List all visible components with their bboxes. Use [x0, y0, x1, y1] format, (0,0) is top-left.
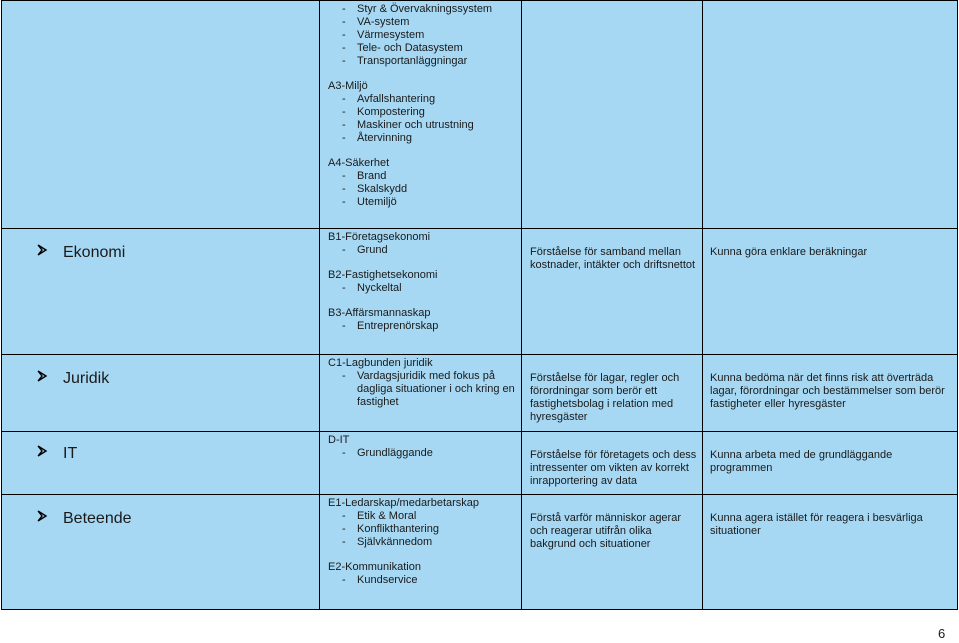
list-item [328, 132, 521, 145]
modules-cell [320, 1, 522, 229]
understanding-cell [522, 355, 703, 432]
ability-text: Kunna göra enklare beräkningar [710, 246, 868, 258]
module-heading: E2-Kommunikation [328, 561, 421, 573]
list-item [328, 523, 521, 536]
understanding-text: Förstå varför människor agerar och reagerar utifrån olika bakgrund och situationer [530, 512, 681, 550]
understanding-text: Förståelse för lagar, regler och förordningar som berör ett fastighetsbolag i relation med hyresgäster [530, 372, 680, 423]
chevron-arrow-icon [35, 243, 49, 262]
list-item-text: Nyckeltal [357, 282, 402, 294]
ability-text: Kunna bedöma när det finns risk att överträda lagar, förordningar och bestämmelser som berör fastigheter eller hyresgäster [710, 372, 945, 410]
dash-bullet: - [342, 119, 346, 131]
topic [2, 229, 319, 262]
list-item [328, 370, 521, 409]
dash-bullet: - [342, 574, 346, 586]
list-item [328, 282, 521, 295]
topic-cell [2, 229, 320, 355]
module-heading: A3-Miljö [328, 80, 368, 92]
module-heading: E1-Ledarskap/medarbetarskap [328, 497, 480, 509]
chevron-arrow-icon [35, 369, 49, 388]
list-item-text: Avfallshantering [357, 93, 436, 105]
module-block [328, 3, 521, 68]
dash-bullet: - [342, 93, 346, 105]
ability-cell [703, 355, 958, 432]
ability-cell [703, 495, 958, 610]
list-item-text: Brand [357, 170, 387, 182]
module-block [328, 157, 521, 209]
understanding-cell [522, 1, 703, 229]
list-item [328, 16, 521, 29]
module-block [328, 434, 521, 460]
ability-cell [703, 432, 958, 495]
dash-bullet: - [342, 536, 346, 548]
ability-text: Kunna agera istället för reagera i besvärliga situationer [710, 512, 923, 537]
ability-cell [703, 229, 958, 355]
dash-bullet: - [342, 447, 346, 459]
module-block [328, 357, 521, 409]
dash-bullet: - [342, 16, 346, 28]
list-item-text: VA-system [357, 16, 410, 28]
list-item-text: Återvinning [357, 132, 413, 144]
list-item-text: Kundservice [357, 574, 418, 586]
dash-bullet: - [342, 183, 346, 195]
module-block [328, 307, 521, 333]
list-item [328, 536, 521, 549]
understanding-cell [522, 432, 703, 495]
topic-cell [2, 1, 320, 229]
table-row [2, 355, 958, 432]
dash-bullet: - [342, 370, 346, 382]
list-item [328, 119, 521, 132]
list-item-text: Skalskydd [357, 183, 408, 195]
modules-cell [320, 432, 522, 495]
list-item-text: Styr & Övervakningssystem [357, 3, 493, 15]
list-item [328, 574, 521, 587]
dash-bullet: - [342, 282, 346, 294]
list-item-text: Konflikthantering [357, 523, 439, 535]
dash-bullet: - [342, 244, 346, 256]
dash-bullet: - [342, 132, 346, 144]
table-row [2, 229, 958, 355]
topic-cell [2, 432, 320, 495]
topic-label: Ekonomi [63, 243, 126, 261]
list-item-text: Tele- och Datasystem [357, 42, 463, 54]
list-item-text: Entreprenörskap [357, 320, 439, 332]
list-item-text: Maskiner och utrustning [357, 119, 474, 131]
list-item-text: Grund [357, 244, 388, 256]
topic-label: Beteende [63, 509, 132, 527]
dash-bullet: - [342, 29, 346, 41]
understanding-text: Förståelse för företagets och dess intressenter om vikten av korrekt inrapportering av data [530, 449, 697, 487]
list-item-text: Vardagsjuridik med fokus på dagliga situationer i och kring en fastighet [357, 370, 515, 408]
list-item [328, 106, 521, 119]
dash-bullet: - [342, 320, 346, 332]
dash-bullet: - [342, 55, 346, 67]
module-block [328, 231, 521, 257]
topic [2, 495, 319, 528]
module-heading: D-IT [328, 434, 350, 446]
modules-cell [320, 355, 522, 432]
list-item-text: Utemiljö [357, 196, 397, 208]
list-item [328, 29, 521, 42]
module-heading: B1-Företagsekonomi [328, 231, 431, 243]
topic [2, 432, 319, 463]
understanding-text: Förståelse för samband mellan kostnader, intäkter och driftsnettot [530, 246, 696, 271]
list-item [328, 320, 521, 333]
list-item [328, 170, 521, 183]
dash-bullet: - [342, 3, 346, 15]
modules-cell [320, 229, 522, 355]
list-item [328, 244, 521, 257]
list-item-text: Kompostering [357, 106, 425, 118]
competence-table [1, 0, 958, 610]
dash-bullet: - [342, 170, 346, 182]
list-item-text: Transportanläggningar [357, 55, 468, 67]
list-item [328, 510, 521, 523]
list-item [328, 42, 521, 55]
list-item [328, 447, 521, 460]
module-heading: C1-Lagbunden juridik [328, 357, 433, 369]
module-block [328, 497, 521, 549]
list-item [328, 55, 521, 68]
understanding-cell [522, 495, 703, 610]
topic-label: IT [63, 444, 78, 462]
chevron-arrow-icon [35, 509, 49, 528]
list-item-text: Självkännedom [357, 536, 433, 548]
module-heading: B2-Fastighetsekonomi [328, 269, 438, 281]
list-item [328, 183, 521, 196]
modules-cell [320, 495, 522, 610]
list-item [328, 3, 521, 16]
module-block [328, 561, 521, 587]
list-item [328, 93, 521, 106]
list-item-text: Värmesystem [357, 29, 425, 41]
understanding-cell [522, 229, 703, 355]
ability-text: Kunna arbeta med de grundläggande programmen [710, 449, 893, 474]
module-heading: B3-Affärsmannaskap [328, 307, 431, 319]
list-item-text: Grundläggande [357, 447, 433, 459]
list-item-text: Etik & Moral [357, 510, 417, 522]
ability-cell [703, 1, 958, 229]
table-row [2, 495, 958, 610]
module-block [328, 269, 521, 295]
topic-cell [2, 355, 320, 432]
dash-bullet: - [342, 523, 346, 535]
table-row [2, 432, 958, 495]
topic-label: Juridik [63, 369, 110, 387]
dash-bullet: - [342, 196, 346, 208]
module-heading: A4-Säkerhet [328, 157, 390, 169]
dash-bullet: - [342, 42, 346, 54]
table-row [2, 1, 958, 229]
dash-bullet: - [342, 510, 346, 522]
chevron-arrow-icon [35, 444, 49, 463]
page-number: 6 [938, 626, 946, 641]
topic-cell [2, 495, 320, 610]
list-item [328, 196, 521, 209]
module-block [328, 80, 521, 145]
dash-bullet: - [342, 106, 346, 118]
topic [2, 355, 319, 388]
